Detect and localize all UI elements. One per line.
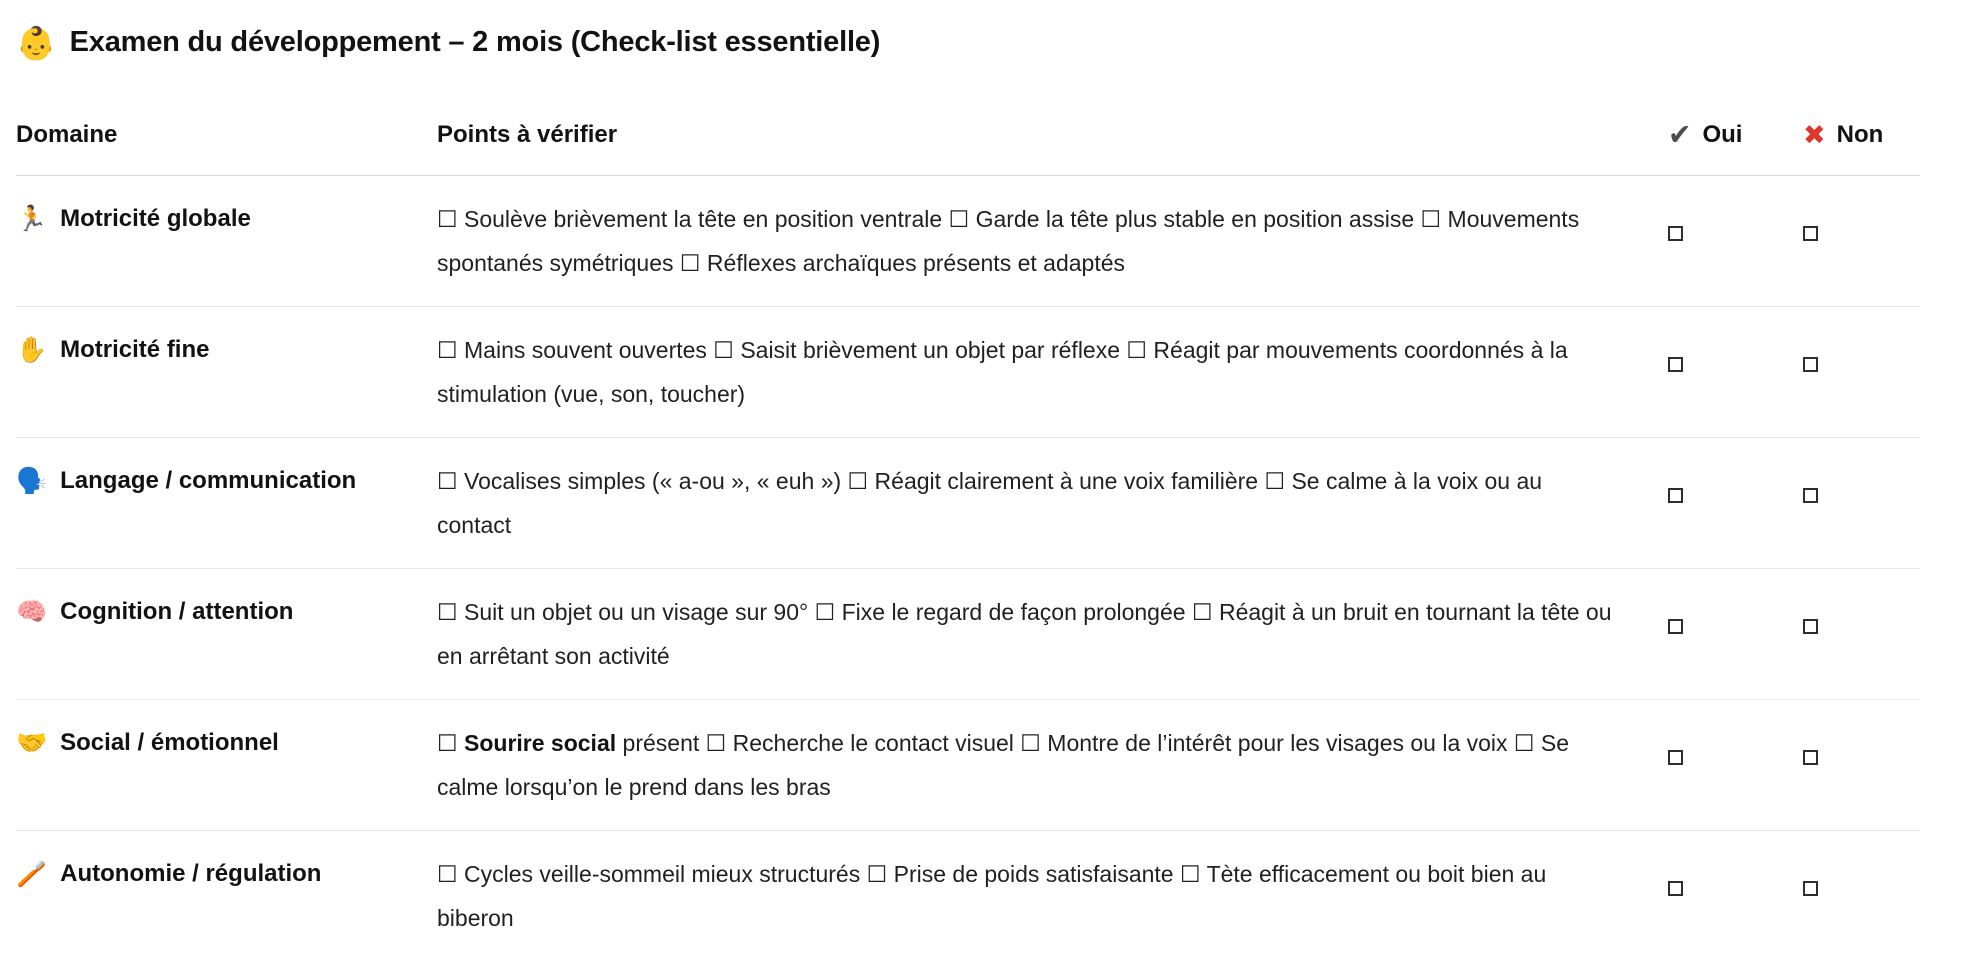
non-checkbox[interactable]	[1803, 488, 1818, 503]
cross-icon: ✖	[1803, 119, 1826, 150]
points-cell	[437, 852, 1640, 940]
oui-cell	[1640, 459, 1775, 517]
points-cell	[437, 590, 1640, 678]
column-header-domaine: Domaine	[16, 121, 118, 148]
brain-icon: 🧠	[16, 598, 48, 626]
points-text: ☐ Vocalises simples (« a-ou », « euh ») ☐ Réagit clairement à une voix familière ☐ Se calme à la voix ou au contact	[437, 468, 1543, 538]
points-text: ☐ Mains souvent ouvertes ☐ Saisit brièvement un objet par réflexe ☐ Réagit par mouvements coordonnés à la stimulation (vue, son, toucher)	[437, 337, 1568, 407]
points-cell	[437, 721, 1640, 809]
non-checkbox[interactable]	[1803, 619, 1818, 634]
domain-cell	[16, 197, 437, 241]
table-row-autonomie-regulation	[16, 831, 1920, 961]
points-cell	[437, 197, 1640, 285]
oui-cell	[1640, 721, 1775, 779]
table-row-cognition-attention	[16, 569, 1920, 700]
oui-checkbox[interactable]	[1668, 750, 1683, 765]
non-cell	[1775, 459, 1920, 517]
non-checkbox[interactable]	[1803, 750, 1818, 765]
column-header-oui	[1640, 118, 1775, 151]
domain-label: Motricité globale	[60, 205, 251, 232]
column-header-non-label: Non	[1836, 121, 1884, 148]
domain-label: Cognition / attention	[60, 598, 294, 625]
table-row-social-emotionnel	[16, 700, 1920, 831]
domain-cell	[16, 590, 437, 634]
domain-cell	[16, 852, 437, 896]
table-row-motricite-globale	[16, 176, 1920, 307]
column-header-points: Points à vérifier	[437, 121, 618, 148]
non-cell	[1775, 590, 1920, 648]
toothbrush-icon: 🪥	[16, 860, 48, 888]
non-cell	[1775, 197, 1920, 255]
oui-checkbox[interactable]	[1668, 488, 1683, 503]
points-cell	[437, 328, 1640, 416]
points-text: ☐ Soulève brièvement la tête en position ventrale ☐ Garde la tête plus stable en position assise ☐ Mouvements spontanés symétriques ☐ Réflexes archaïques présents et adaptés	[437, 206, 1580, 276]
domain-cell	[16, 721, 437, 765]
oui-cell	[1640, 197, 1775, 255]
domain-cell	[16, 328, 437, 372]
oui-checkbox[interactable]	[1668, 881, 1683, 896]
table-header	[16, 118, 1920, 176]
oui-cell	[1640, 590, 1775, 648]
points-cell	[437, 459, 1640, 547]
column-header-non	[1775, 121, 1920, 149]
column-header-oui-label: Oui	[1702, 121, 1743, 148]
points-text-bold: Sourire social	[464, 730, 617, 756]
raised-hand-icon: ✋	[16, 336, 48, 364]
points-text: ☐	[437, 730, 465, 756]
oui-checkbox[interactable]	[1668, 619, 1683, 634]
non-cell	[1775, 852, 1920, 910]
points-text: ☐ Cycles veille-sommeil mieux structurés ☐ Prise de poids satisfaisante ☐ Tète efficacement ou boit bien au biberon	[437, 861, 1547, 931]
table-row-motricite-fine	[16, 307, 1920, 438]
page-title	[16, 26, 1920, 59]
baby-icon: 👶	[16, 24, 56, 61]
domain-label: Langage / communication	[60, 467, 357, 494]
speaking-head-icon: 🗣️	[16, 467, 48, 495]
domain-cell	[16, 459, 437, 503]
points-text: présent ☐ Recherche le contact visuel ☐ Montre de l’intérêt pour les visages ou la voix ☐ Se calme lorsqu’on le prend dans les bras	[437, 730, 1570, 800]
non-cell	[1775, 721, 1920, 779]
domain-label: Autonomie / régulation	[60, 860, 322, 887]
points-text: ☐ Suit un objet ou un visage sur 90° ☐ Fixe le regard de façon prolongée ☐ Réagit à un bruit en tournant la tête ou en arrêtant son activité	[437, 599, 1612, 669]
non-checkbox[interactable]	[1803, 357, 1818, 372]
oui-cell	[1640, 328, 1775, 386]
domain-label: Motricité fine	[60, 336, 210, 363]
non-cell	[1775, 328, 1920, 386]
non-checkbox[interactable]	[1803, 226, 1818, 241]
handshake-icon: 🤝	[16, 729, 48, 757]
runner-icon: 🏃	[16, 205, 48, 233]
oui-checkbox[interactable]	[1668, 226, 1683, 241]
domain-label: Social / émotionnel	[60, 729, 279, 756]
non-checkbox[interactable]	[1803, 881, 1818, 896]
table-row-langage-communication	[16, 438, 1920, 569]
oui-checkbox[interactable]	[1668, 357, 1683, 372]
oui-cell	[1640, 852, 1775, 910]
page-title-text: Examen du développement – 2 mois (Check-list essentielle)	[69, 26, 881, 58]
check-icon: ✔	[1668, 118, 1692, 151]
